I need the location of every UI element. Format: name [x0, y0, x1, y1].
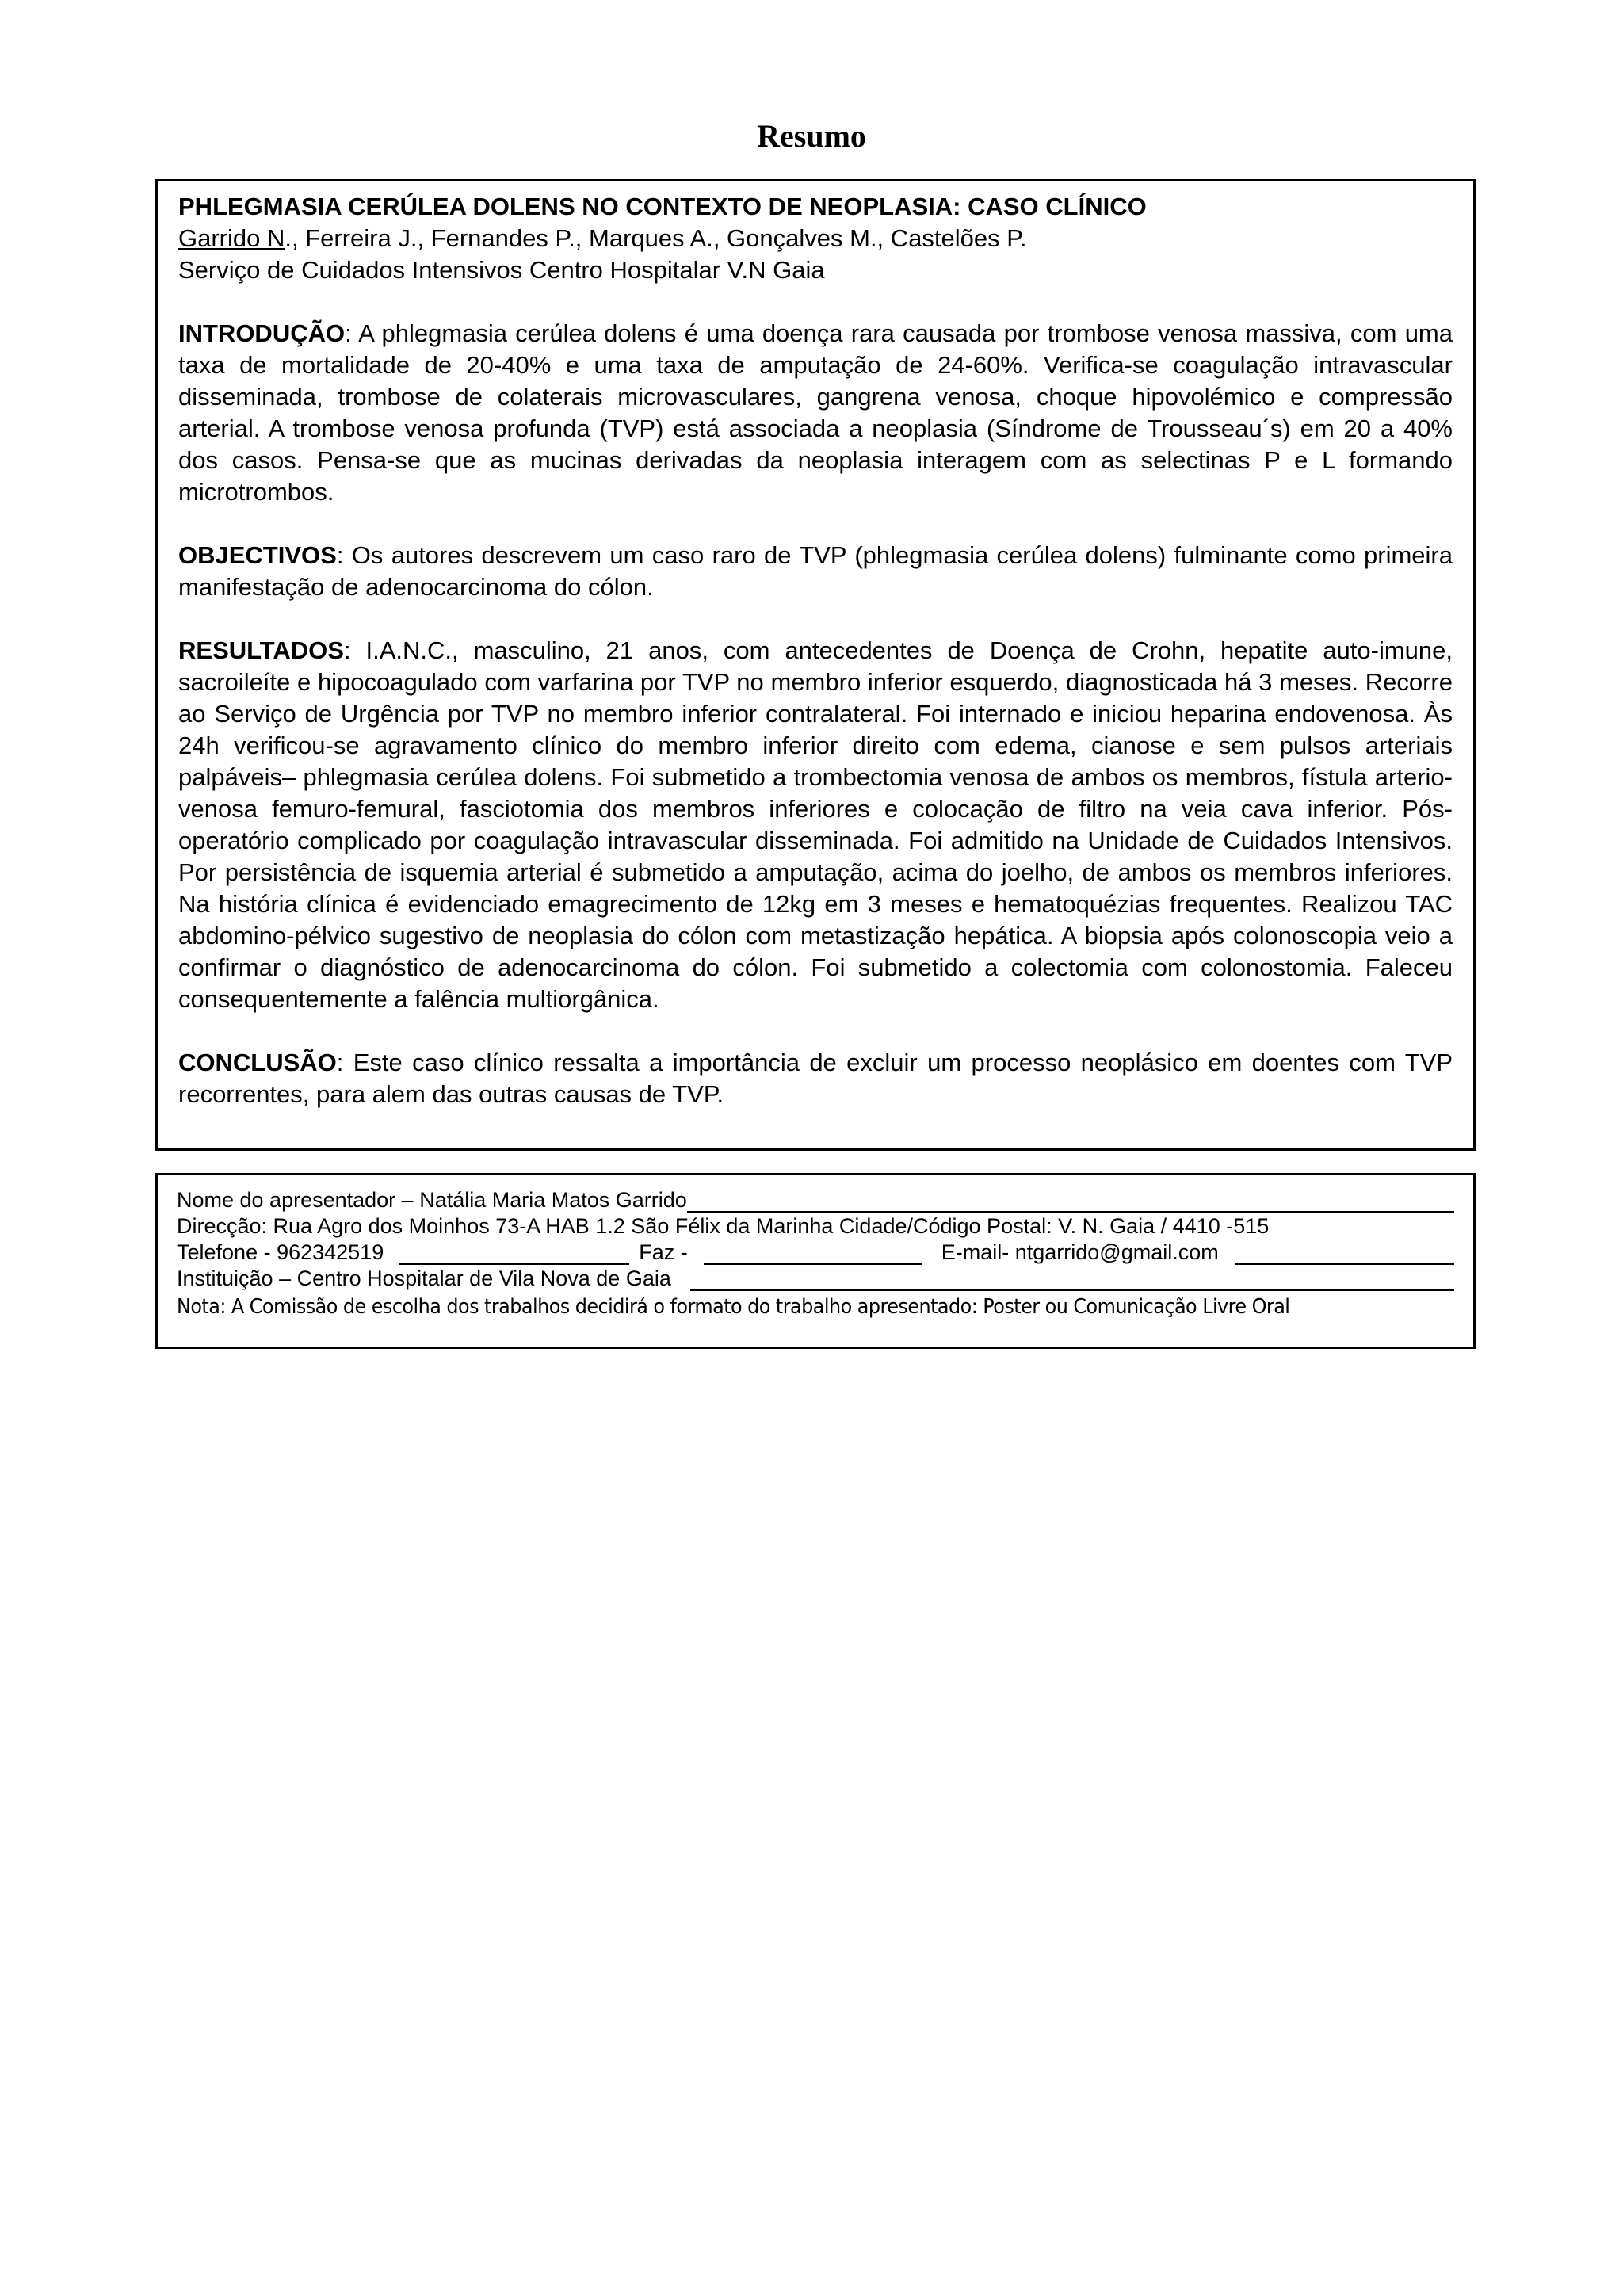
section-introducao: [178, 318, 1453, 508]
fax-field: Faz -: [639, 1240, 688, 1264]
section-resultados: [178, 635, 1453, 1015]
authors-line: [178, 223, 1453, 254]
institution-row: [177, 1265, 1454, 1291]
email-blank-line: [1235, 1246, 1454, 1265]
phone-field: Telefone - 962342519: [177, 1240, 384, 1264]
section-text: : A phlegmasia cerúlea dolens é uma doença rara causada por trombose venosa massiva, com uma taxa de mortalidade de 20-40% e uma taxa de amputação de 24-60%. Verifica-se coagulação intravascular disseminada, trombose de colaterais microvasculares, gangrena venosa, choque hipovolémico e compressão arterial. A trombose venosa profunda (TVP) está associada a neoplasia (Síndrome de Trousseau´s) em 20 a 40% dos casos. Pensa-se que as mucinas derivadas da neoplasia interagem com as selectinas P e L formando microtrombos.: [178, 319, 1453, 506]
institution-blank-line: [690, 1272, 1454, 1291]
submission-note: Nota: A Comissão de escolha dos trabalhos decidirá o formato do trabalho apresentado: Poster ou Comunicação Livre Oral: [177, 1295, 1290, 1319]
page-heading: Resumo: [757, 118, 866, 154]
section-text: : Os autores descrevem um caso raro de TVP (phlegmasia cerúlea dolens) fulminante como primeira manifestação de adenocarcinoma do cólon.: [178, 541, 1453, 601]
address-field: Direcção: Rua Agro dos Moinhos 73-A HAB 1.2 São Félix da Marinha Cidade/Código Postal: V. N. Gaia / 4410 -515: [177, 1214, 1270, 1238]
section-text: : I.A.N.C., masculino, 21 anos, com antecedentes de Doença de Crohn, hepatite auto-imune, sacroileíte e hipocoagulado com varfarina por TVP no membro inferior esquerdo, diagnosticada há 3 meses. Recorre ao Serviço de Urgência por TVP no membro inferior contralateral. Foi internado e iniciou heparina endovenosa. Às 24h verificou-se agravamento clínico do membro inferior direito com edema, cianose e sem pulsos arteriais palpáveis– phlegmasia cerúlea dolens. Foi submetido a trombectomia venosa de ambos os membros, fístula arterio-venosa femuro-femural, fasciotomia dos membros inferiores e colocação de filtro na veia cava inferior. Pós-operatório complicado por coagulação intravascular disseminada. Foi admitido na Unidade de Cuidados Intensivos. Por persistência de isquemia arterial é submetido a amputação, acima do joelho, de ambos os membros inferiores. Na história clínica é evidenciado emagrecimento de 12kg em 3 meses e hematoquézias frequentes. Realizou TAC abdomino-pélvico sugestivo de neoplasia do cólon com metastização hepática. A biopsia após colonoscopia veio a confirmar o diagnóstico de adenocarcinoma do cólon. Foi submetido a colectomia com colonostomia. Faleceu consequentemente a falência multiorgânica.: [178, 636, 1453, 1013]
presenter-name-field: Nome do apresentador – Natália Maria Matos Garrido: [177, 1188, 687, 1212]
presenting-author: Garrido N: [178, 224, 285, 252]
fax-blank-line: [704, 1246, 922, 1265]
contact-row: [177, 1239, 1454, 1265]
affiliation: Serviço de Cuidados Intensivos Centro Hospitalar V.N Gaia: [178, 256, 825, 284]
section-label: INTRODUÇÃO: [178, 319, 346, 347]
address-row: [177, 1213, 1454, 1239]
section-label: RESULTADOS: [178, 636, 344, 664]
presenter-info-box: [155, 1173, 1476, 1349]
section-objectivos: [178, 540, 1453, 603]
co-authors: ., Ferreira J., Fernandes P., Marques A., Gonçalves M., Castelões P.: [285, 224, 1027, 252]
section-conclusao: [178, 1047, 1453, 1110]
abstract-title: PHLEGMASIA CERÚLEA DOLENS NO CONTEXTO DE NEOPLASIA: CASO CLÍNICO: [178, 193, 1147, 220]
abstract-box: [155, 179, 1476, 1151]
section-label: OBJECTIVOS: [178, 541, 337, 569]
email-field: E-mail- ntgarrido@gmail.com: [941, 1240, 1219, 1264]
phone-blank-line: [399, 1246, 629, 1265]
presenter-row: [177, 1186, 1454, 1213]
institution-field: Instituição – Centro Hospitalar de Vila Nova de Gaia: [177, 1266, 671, 1290]
section-label: CONCLUSÃO: [178, 1049, 337, 1076]
presenter-blank-line: [687, 1194, 1454, 1213]
section-text: : Este caso clínico ressalta a importância de excluir um processo neoplásico em doentes com TVP recorrentes, para alem das outras causas de TVP.: [178, 1049, 1453, 1108]
